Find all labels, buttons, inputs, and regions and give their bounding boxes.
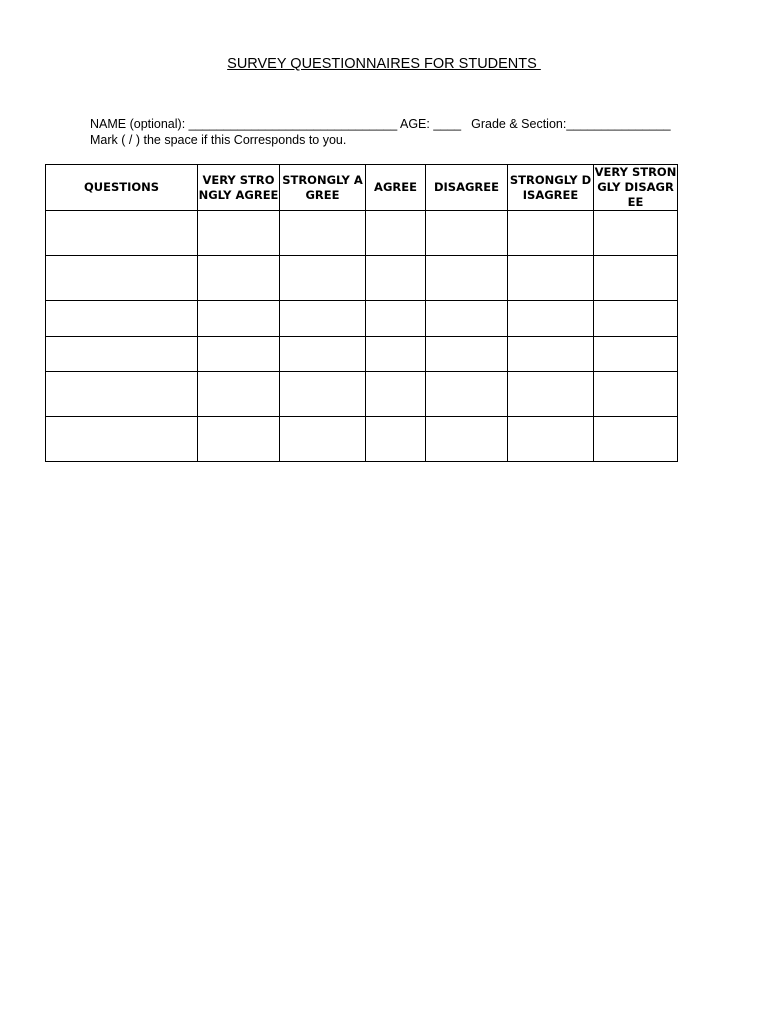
response-cell[interactable] (426, 211, 508, 256)
response-cell[interactable] (280, 256, 366, 301)
survey-table-body (46, 211, 678, 462)
header-very-strongly-agree: VERY STRONGLY AGREE (198, 165, 280, 211)
question-cell[interactable] (46, 337, 198, 372)
header-disagree: DISAGREE (426, 165, 508, 211)
response-cell[interactable] (594, 417, 678, 462)
survey-title: SURVEY QUESTIONNAIRES FOR STUDENTS (227, 56, 541, 72)
response-cell[interactable] (426, 256, 508, 301)
header-strongly-disagree: STRONGLY DISAGREE (508, 165, 594, 211)
response-cell[interactable] (508, 417, 594, 462)
response-cell[interactable] (426, 337, 508, 372)
instruction-text: Mark ( / ) the space if this Corresponds to you. (90, 133, 347, 147)
response-cell[interactable] (366, 337, 426, 372)
response-cell[interactable] (508, 211, 594, 256)
response-cell[interactable] (366, 417, 426, 462)
table-row (46, 417, 678, 462)
header-questions: QUESTIONS (46, 165, 198, 211)
response-cell[interactable] (426, 301, 508, 337)
response-cell[interactable] (594, 256, 678, 301)
question-cell[interactable] (46, 211, 198, 256)
table-row (46, 211, 678, 256)
response-cell[interactable] (594, 211, 678, 256)
response-cell[interactable] (508, 256, 594, 301)
table-row (46, 301, 678, 337)
response-cell[interactable] (366, 301, 426, 337)
response-cell[interactable] (508, 337, 594, 372)
response-cell[interactable] (198, 417, 280, 462)
question-cell[interactable] (46, 301, 198, 337)
response-cell[interactable] (426, 372, 508, 417)
student-info-line (90, 116, 671, 132)
grade-section-field-label: Grade & Section:_______________ (471, 117, 671, 131)
response-cell[interactable] (280, 417, 366, 462)
response-cell[interactable] (198, 372, 280, 417)
question-cell[interactable] (46, 372, 198, 417)
response-cell[interactable] (594, 372, 678, 417)
response-cell[interactable] (594, 301, 678, 337)
response-cell[interactable] (198, 256, 280, 301)
table-row (46, 337, 678, 372)
header-very-strongly-disagree: VERY STRONGLY DISAGREE (594, 165, 677, 209)
response-cell[interactable] (594, 337, 678, 372)
header-agree: AGREE (366, 165, 426, 211)
table-row (46, 256, 678, 301)
name-age-field-label: NAME (optional): ______________________________ AGE: ____ (90, 117, 462, 131)
response-cell[interactable] (366, 372, 426, 417)
table-row (46, 372, 678, 417)
response-cell[interactable] (280, 301, 366, 337)
response-cell[interactable] (198, 211, 280, 256)
header-row (46, 165, 678, 211)
response-cell[interactable] (508, 301, 594, 337)
question-cell[interactable] (46, 256, 198, 301)
response-cell[interactable] (366, 211, 426, 256)
header-strongly-agree: STRONGLY AGREE (280, 165, 366, 211)
response-cell[interactable] (426, 417, 508, 462)
response-cell[interactable] (280, 337, 366, 372)
response-cell[interactable] (366, 256, 426, 301)
response-cell[interactable] (198, 337, 280, 372)
question-cell[interactable] (46, 417, 198, 462)
response-cell[interactable] (280, 372, 366, 417)
response-cell[interactable] (280, 211, 366, 256)
response-cell[interactable] (198, 301, 280, 337)
survey-table (45, 164, 678, 462)
response-cell[interactable] (508, 372, 594, 417)
